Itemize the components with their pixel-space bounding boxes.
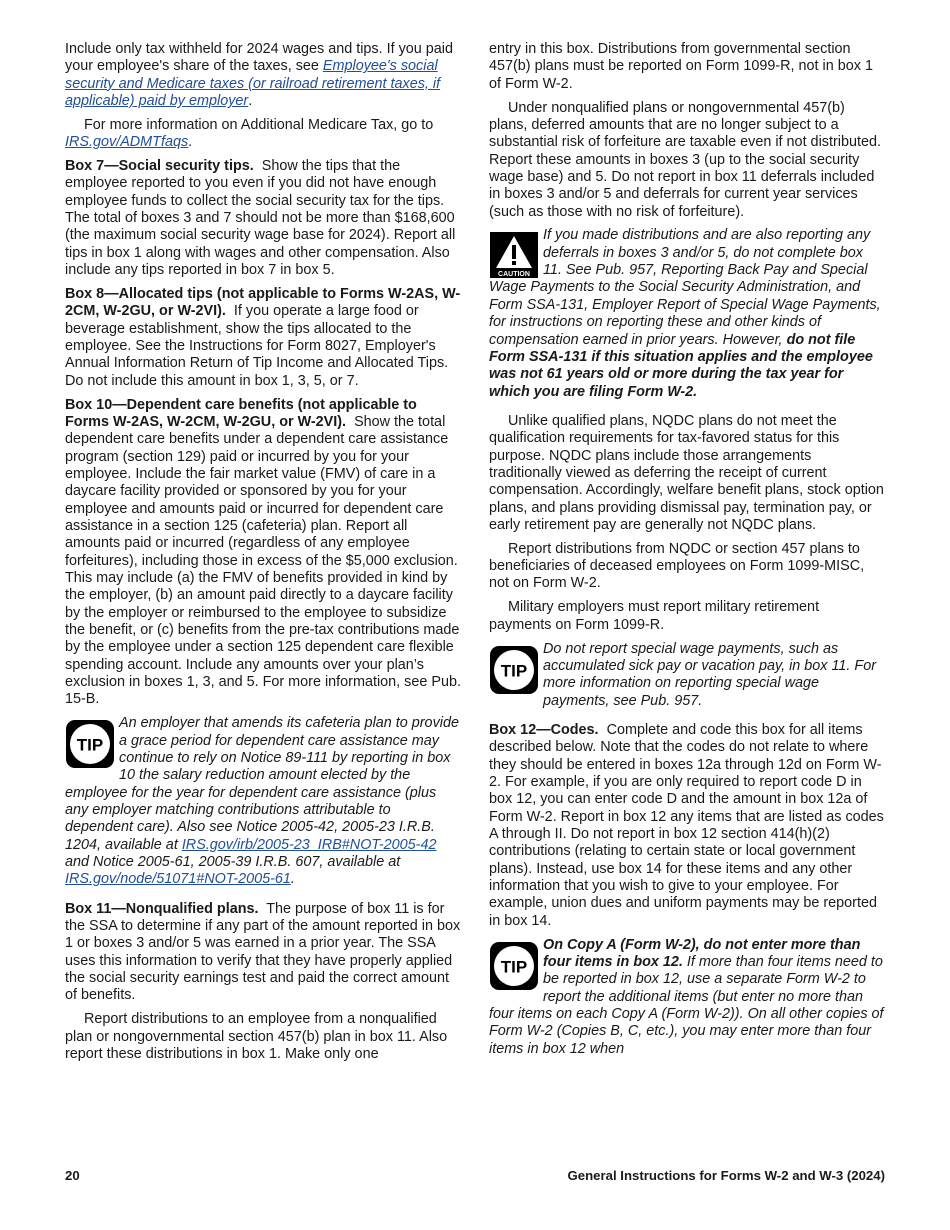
tip-note: TIP On Copy A (Form W-2), do not enter more than four items in box 12. If more than four items need to be reported in box 12, use a separate Form W-2 to report the additional items (but enter no more than four items on each Copy A (Form W-2)). On all other copies of Form W-2 (Copies B, C, etc.), you may enter more than four items in box 12 when: [489, 936, 884, 1057]
box11-heading: Box 11—Nonqualified plans.: [65, 900, 259, 917]
paragraph: Under nonqualified plans or nongovernmental 457(b) plans, deferred amounts that are no longer subject to a substantial risk of forfeiture are taxable even if not distributed. Report these amounts in boxes 3 (up to the social security wage base) and 5. Do not report in box 11 deferrals included in boxes 3 and/or 5 and deferrals for current year services (such as those with no risk of forfeiture).: [489, 99, 881, 220]
tip-note: TIP Do not report special wage payments, such as accumulated sick pay or vacation pay, in box 11. For more information on reporting special wage payments, see Pub. 957.: [489, 641, 885, 710]
paragraph: entry in this box. Distributions from governmental section 457(b) plans must be reported on Form 1099-R, not in box 1 of Form W-2.: [489, 41, 873, 92]
tip-icon: [489, 645, 539, 695]
paragraph: For more information on Additional Medicare Tax, go to IRS.gov/ADMTfaqs.: [65, 116, 434, 151]
irb-2005-23-link[interactable]: IRS.gov/irb/2005-23_IRB#NOT-2005-42: [181, 836, 437, 853]
paragraph: Report distributions to an employee from a nonqualified plan or nongovernmental section 457(b) plan in box 11. Also report these distributions in box 1. Make only one: [65, 1011, 448, 1062]
right-column: [489, 41, 885, 1070]
caution-icon: [489, 231, 539, 279]
document-title: General Instructions for Forms W-2 and W-3 (2024): [567, 1168, 885, 1183]
tip-note: TIP An employer that amends its cafeteria plan to provide a grace period for dependent care assistance may continue to rely on Notice 89-111 by reporting in box 10 the salary reduction amount elected by the employee for the year for dependent care assistance (plus any employer matching contributions attributable to dependent care). Also see Notice 2005-42, 2005-23 I.R.B. 1204, available at IRS.gov/irb/2005-23_IRB#NOT-2005-42 and Notice 2005-61, 2005-39 I.R.B. 607, available at IRS.gov/node/51071#NOT-2005-61.: [65, 715, 459, 888]
admt-faqs-link[interactable]: IRS.gov/ADMTfaqs: [65, 134, 189, 151]
box8-section: Box 8—Allocated tips (not applicable to Forms W-2AS, W-2CM, W-2GU, or W-2VI). If you operate a large food or beverage establishment, show the tips allocated to the employee. See the Instructions for Form 8027, Employer's Annual Information Return of Tip Income and Allocated Tips. Do not include this amount in box 1, 3, 5, or 7.: [65, 285, 461, 389]
tip-icon: [489, 941, 539, 991]
svg-text:TIP: TIP: [500, 957, 528, 976]
irs-node-51071-link[interactable]: IRS.gov/node/51071#NOT-2005-61: [65, 871, 291, 888]
paragraph: Military employers must report military retirement payments on Form 1099-R.: [489, 599, 820, 633]
box11-section: Box 11—Nonqualified plans. The purpose of box 11 is for the SSA to determine if any part of the amount reported in box 1 or boxes 3 and/or 5 was earned in a prior year. The SSA uses this information to verify that they have properly applied the social security earnings test and paid the correct amount of benefits.: [65, 900, 461, 1004]
box7-section: Box 7—Social security tips. Show the tips that the employee reported to you even if you did not have enough employee funds to collect the social security tax for the tips. The total of boxes 3 and 7 should not be more than $168,600 (the maximum social security wage base for 2024). Report all tips in box 1 along with wages and other compensation. Also include any tips reported in box 7 in box 5.: [65, 158, 456, 279]
left-column: [65, 41, 461, 1070]
paragraph: Unlike qualified plans, NQDC plans do not meet the qualification requirements for tax-favored status for this purpose. NQDC plans include those arrangements traditionally viewed as deferring the receipt of current compensation. Accordingly, welfare benefit plans, stock option plans, and plans providing dismissal pay, termination pay, or early retirement pay are generally not NQDC plans.: [489, 412, 884, 533]
box8-heading: Box 8—Allocated tips (not applicable to Forms W-2AS, W-2CM, W-2GU, or W-2VI).: [65, 285, 461, 320]
box7-heading: Box 7—Social security tips.: [65, 158, 254, 175]
box12-heading: Box 12—Codes.: [489, 721, 599, 738]
box12-section: Box 12—Codes. Complete and code this box for all items described below. Note that the codes do not relate to where they should be entered in boxes 12a through 12d on Form W-2. For example, if you are only required to report code D in box 12, you can enter code D and the amount in box 12a of Form W-2. Report in box 12 any items that are listed as codes A through II. Do not report in box 12 section 414(h)(2) contributions (relating to certain state or local government plans). Instead, use box 14 for these items and any other information that you wish to give to your employee. For example, union dues and uniform payments may be reported in box 14.: [489, 721, 884, 929]
page-number: 20: [65, 1168, 80, 1183]
tip-icon: [65, 719, 115, 769]
caution-note: CAUTION If you made distributions and are also reporting any deferrals in boxes 3 and/or 5, do not complete box 11. See Pub. 957, Reporting Back Pay and Special Wage Payments to the Social Security Administration, and Form SSA-131, Employer Report of Special Wage Payments, for instructions on reporting these and other kinds of compensation earned in prior years. However, do not file Form SSA-131 if this situation applies and the employee was not 61 years old or more during the tax year for which you are filing Form W-2.: [489, 227, 881, 400]
svg-text:TIP: TIP: [500, 661, 528, 680]
employee-share-taxes-link[interactable]: Employee's social security and Medicare taxes (or railroad retirement taxes, if applicable) paid by employer: [65, 58, 441, 110]
box10-heading: Box 10—Dependent care benefits (not applicable to Forms W-2AS, W-2CM, W-2GU, or W-2VI).: [65, 396, 417, 430]
box10-section: Box 10—Dependent care benefits (not applicable to Forms W-2AS, W-2CM, W-2GU, or W-2VI). Show the total dependent care benefits under a dependent care assistance program (section 129) paid or incurred by you for your employee. Include the fair market value (FMV) of care in a daycare facility provided or sponsored by you for your employee and amounts paid or incurred for dependent care assistance in a section 125 (cafeteria) plan. Report all amounts paid or incurred (regardless of any employee forfeitures), including those in excess of the $5,000 exclusion. This may include (a) the FMV of benefits provided in kind by the employer, (b) an amount paid directly to a daycare facility by the employer or reimbursed to the employee to subsidize the benefit, or (c) benefits from the pre-tax contributions made by the employee under a section 125 dependent care flexible spending account. Include any amounts over your plan’s exclusion in boxes 1, 3, and 5. For more information, see Pub. 15-B.: [65, 396, 461, 708]
svg-text:CAUTION: CAUTION: [498, 271, 530, 279]
paragraph: Report distributions from NQDC or section 457 plans to beneficiaries of deceased employees on Form 1099-MISC, not on Form W-2.: [489, 540, 865, 592]
paragraph: Include only tax withheld for 2024 wages and tips. If you paid your employee's share of the taxes, see Employee's social security and Medicare taxes (or railroad retirement taxes, if applicable) paid by employer.: [65, 41, 453, 110]
svg-text:TIP: TIP: [76, 735, 104, 755]
